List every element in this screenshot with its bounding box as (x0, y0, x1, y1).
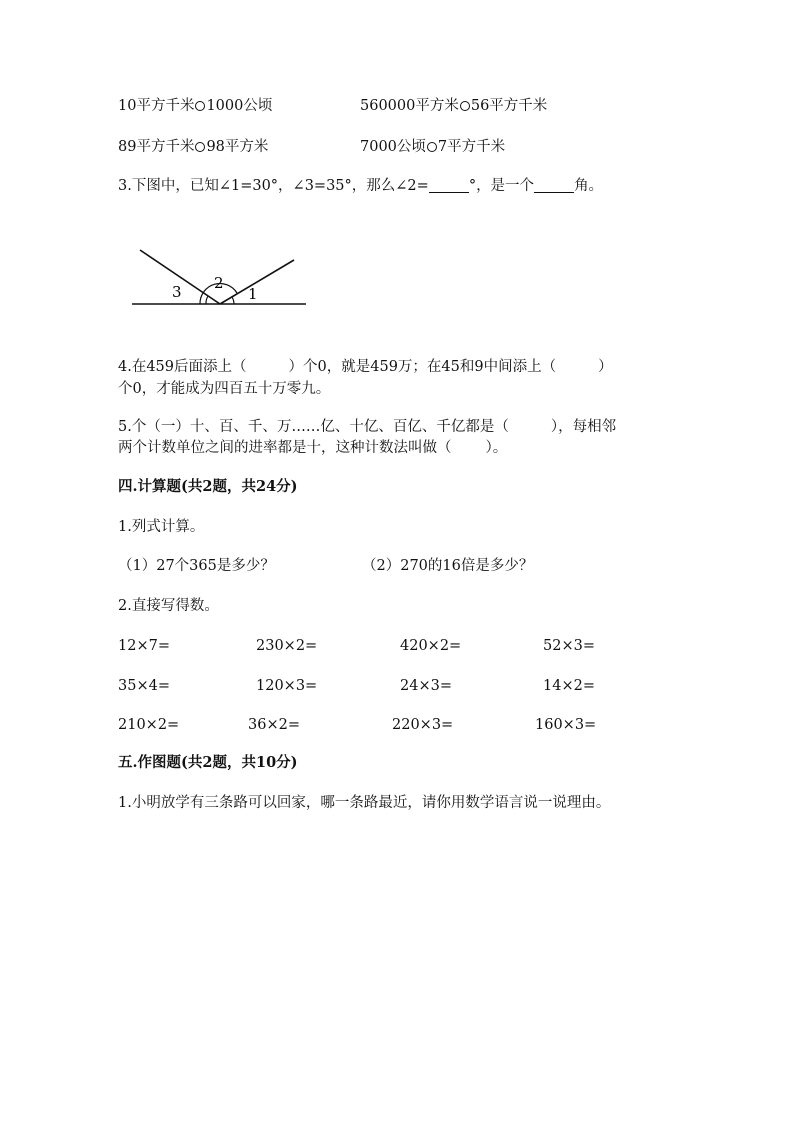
compare-r2c2: 7000公顷 7平方千米 (360, 139, 506, 155)
compare-r1c2: 560000平方米 56平方千米 (360, 98, 548, 114)
calc-item: 210×2= (118, 717, 180, 733)
section-4-q1b: （2）270的16倍是多少？ (362, 558, 534, 574)
angle-arc-3 (206, 296, 208, 304)
compare-r1c1: 10平方千米 1000公顷 (118, 98, 273, 114)
calc-item: 120×3= (256, 678, 318, 694)
angle-diagram (128, 244, 310, 322)
angle-arc-1 (232, 297, 234, 304)
section-4-q1: 1.列式计算。 (118, 519, 205, 535)
section-5-q1: 1.小明放学有三条路可以回家，哪一条路最近，请你用数学语言说一说理由。 (118, 795, 611, 811)
compare-circle[interactable] (460, 101, 470, 111)
angle-label-1: 1 (248, 285, 258, 303)
calc-item: 220×3= (392, 717, 454, 733)
answer-blank[interactable] (534, 178, 574, 193)
calc-item: 12×7= (118, 638, 170, 654)
calc-item: 420×2= (400, 638, 462, 654)
calc-item: 14×2= (543, 678, 595, 694)
compare-circle[interactable] (195, 101, 205, 111)
question-5-line-2: 两个计数单位之间的进率都是十，这种计数法叫做（ ）。 (118, 440, 508, 456)
answer-blank[interactable] (429, 178, 469, 193)
section-4-q2: 2.直接写得数。 (118, 598, 219, 614)
compare-r2c1: 89平方千米 98平方米 (118, 139, 269, 155)
question-4-line-2: 个0，才能成为四百五十万零九。 (118, 381, 331, 397)
question-3: 3.下图中，已知∠1=30°，∠3=35°，那么∠2= °，是一个 角。 (118, 178, 604, 194)
section-4-title: 四.计算题(共2题，共24分) (118, 478, 298, 495)
compare-circle[interactable] (195, 142, 205, 152)
calc-item: 52×3= (543, 638, 595, 654)
question-5-line-1: 5.个（一）十、百、千、万……亿、十亿、百亿、千亿都是（ ），每相邻 (118, 419, 617, 435)
question-4-line-1: 4.在459后面添上（ ）个0，就是459万；在45和9中间添上（ ） (118, 359, 613, 375)
calc-item: 24×3= (400, 678, 452, 694)
calc-item: 36×2= (248, 717, 300, 733)
calc-item: 160×3= (535, 717, 597, 733)
section-4-q1a: （1）27个365是多少？ (118, 558, 275, 574)
section-5-title: 五.作图题(共2题，共10分) (118, 754, 298, 771)
angle-label-3: 3 (172, 283, 182, 301)
calc-item: 230×2= (256, 638, 318, 654)
angle-label-2: 2 (214, 274, 224, 292)
compare-circle[interactable] (427, 142, 437, 152)
calc-item: 35×4= (118, 678, 170, 694)
